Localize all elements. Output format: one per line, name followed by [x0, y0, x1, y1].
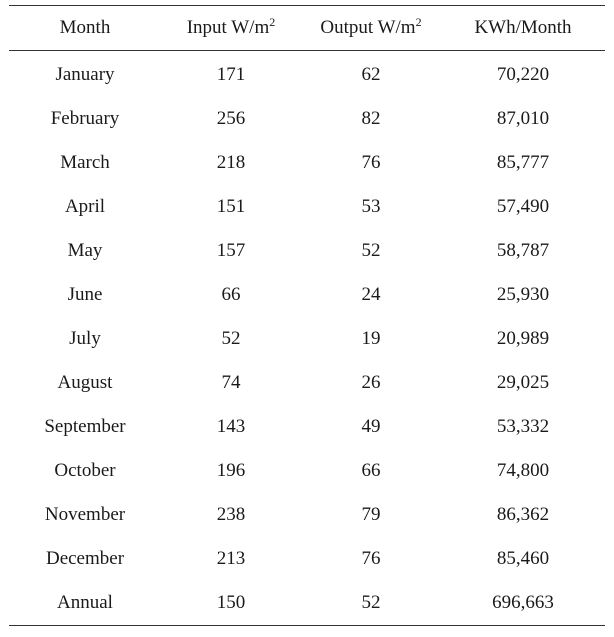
header-kwh: [441, 6, 605, 51]
cell-kwh: 57,490: [496, 196, 550, 217]
header-kwh-label: KWh/Month: [474, 17, 572, 38]
table-row: [9, 537, 605, 581]
cell-kwh: 58,787: [496, 240, 550, 261]
table-row: [9, 273, 605, 317]
header-input-label: Input W/m: [186, 17, 270, 38]
cell-month: October: [54, 460, 116, 481]
header-month-label: Month: [59, 17, 111, 38]
table-body: [9, 51, 605, 626]
cell-output: 53: [361, 196, 381, 217]
cell-month: July: [69, 328, 101, 349]
cell-kwh: 70,220: [496, 64, 550, 85]
table-row: [9, 185, 605, 229]
cell-output: 76: [361, 152, 381, 173]
header-input-exponent: 2: [269, 15, 276, 29]
header-row: [9, 6, 605, 51]
table-row: [9, 405, 605, 449]
cell-input: 171: [216, 64, 246, 85]
cell-month: January: [55, 64, 115, 85]
table-row: [9, 449, 605, 493]
cell-month: November: [44, 504, 126, 525]
cell-month: September: [44, 416, 126, 437]
cell-month: April: [64, 196, 106, 217]
cell-input: 196: [216, 460, 246, 481]
cell-output: 66: [361, 460, 381, 481]
cell-output: 79: [361, 504, 381, 525]
cell-kwh: 86,362: [496, 504, 550, 525]
cell-output: 76: [361, 548, 381, 569]
cell-input: 256: [216, 108, 246, 129]
cell-kwh: 20,989: [496, 328, 550, 349]
cell-month: Annual: [57, 592, 113, 613]
table-row: [9, 97, 605, 141]
cell-input: 151: [216, 196, 246, 217]
header-output-exponent: 2: [415, 15, 422, 29]
cell-input: 74: [221, 372, 241, 393]
header-output: [301, 6, 441, 51]
cell-kwh: 53,332: [496, 416, 550, 437]
table-header: [9, 6, 605, 51]
cell-input: 218: [216, 152, 246, 173]
cell-input: 66: [221, 284, 241, 305]
cell-kwh: 85,460: [496, 548, 550, 569]
cell-output: 82: [361, 108, 381, 129]
cell-month: February: [50, 108, 120, 129]
solar-output-table: [9, 5, 605, 626]
header-output-label: Output W/m: [320, 17, 416, 38]
cell-input: 213: [216, 548, 246, 569]
cell-output: 62: [361, 64, 381, 85]
header-month: [9, 6, 161, 51]
cell-output: 52: [361, 592, 381, 613]
cell-kwh: 87,010: [496, 108, 550, 129]
cell-month: May: [67, 240, 103, 261]
table-row: [9, 141, 605, 185]
header-input: [161, 6, 301, 51]
table-row: [9, 51, 605, 98]
cell-output: 24: [361, 284, 381, 305]
table-row: [9, 229, 605, 273]
cell-input: 143: [216, 416, 246, 437]
cell-month: December: [45, 548, 125, 569]
table-row: [9, 493, 605, 537]
cell-kwh: 74,800: [496, 460, 550, 481]
cell-output: 52: [361, 240, 381, 261]
table-row: [9, 361, 605, 405]
cell-kwh: 85,777: [496, 152, 550, 173]
cell-output: 49: [361, 416, 381, 437]
cell-month: June: [67, 284, 103, 305]
table-container: [9, 5, 605, 626]
cell-month: August: [57, 372, 113, 393]
cell-kwh: 696,663: [492, 592, 554, 613]
cell-kwh: 25,930: [496, 284, 550, 305]
cell-input: 150: [216, 592, 246, 613]
cell-input: 238: [216, 504, 246, 525]
cell-month: March: [60, 152, 110, 173]
table-row: [9, 581, 605, 626]
cell-kwh: 29,025: [496, 372, 550, 393]
table-row: [9, 317, 605, 361]
cell-output: 19: [361, 328, 381, 349]
cell-output: 26: [361, 372, 381, 393]
cell-input: 52: [221, 328, 241, 349]
cell-input: 157: [216, 240, 246, 261]
